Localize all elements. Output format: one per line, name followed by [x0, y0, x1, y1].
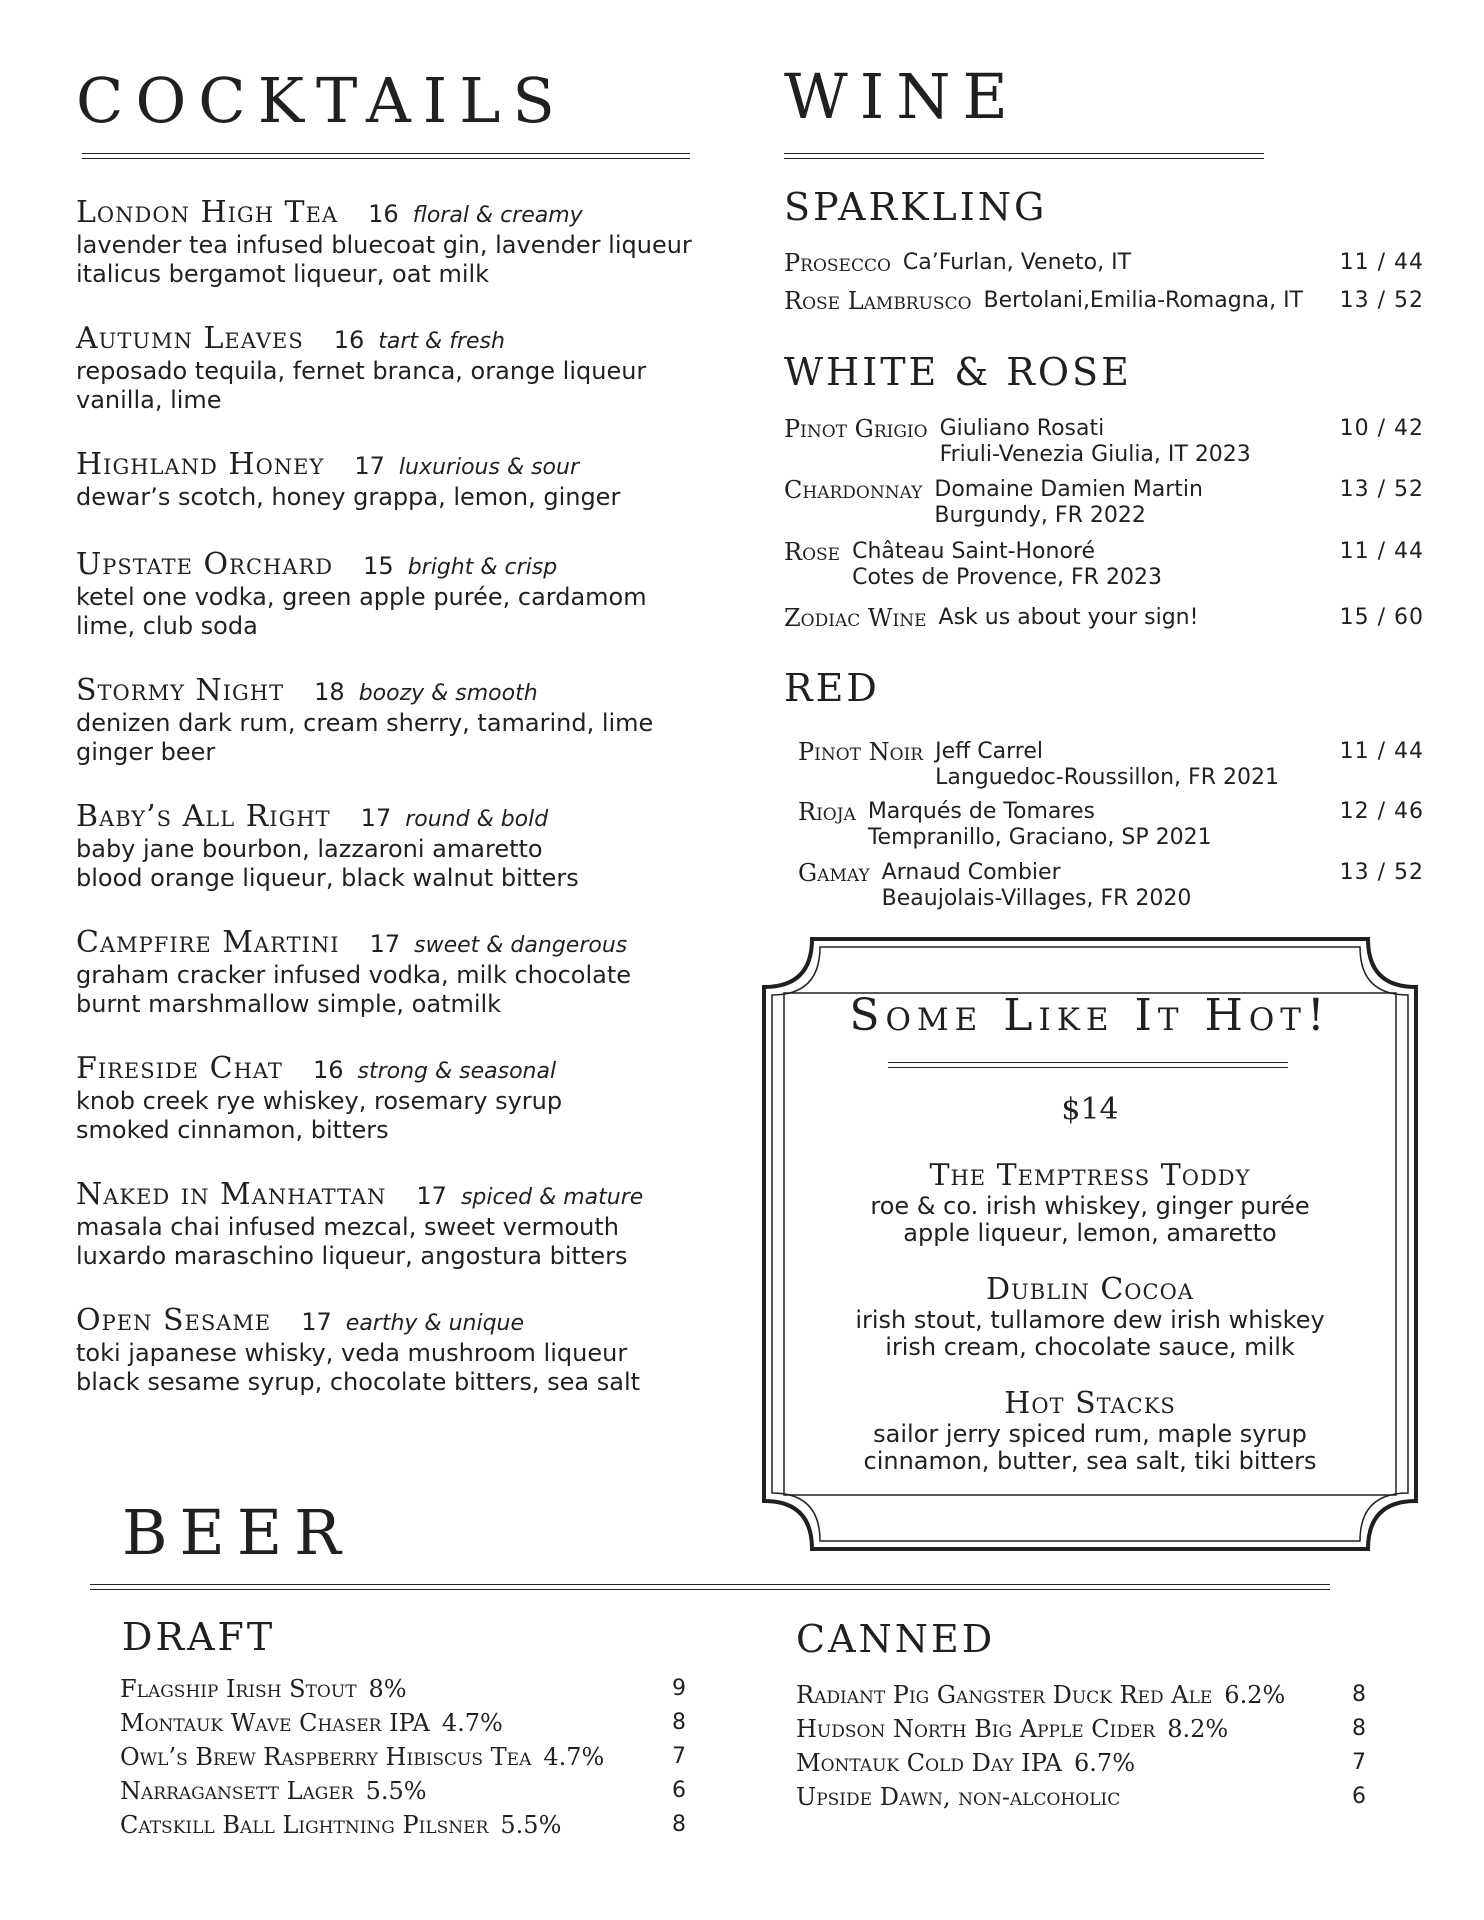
beer-name: Flagship Irish Stout: [120, 1675, 357, 1703]
cocktail-desc-line: masala chai infused mezcal, sweet vermouth: [76, 1213, 619, 1241]
cocktail-desc-line: black sesame syrup, chocolate bitters, sea salt: [76, 1368, 641, 1396]
beer-abv: 5.5%: [365, 1777, 427, 1805]
wine-region-line: Languedoc-Roussillon, FR 2021: [935, 765, 1279, 790]
beer-abv: 4.7%: [441, 1709, 503, 1737]
cocktail-item: [76, 447, 736, 511]
wine-name: Prosecco: [784, 249, 891, 277]
cocktail-price: 16: [312, 1056, 344, 1084]
wine-name: Chardonnay: [784, 476, 923, 504]
beer-item: [120, 1674, 407, 1704]
sparkling-title: SPARKLING: [784, 185, 1048, 229]
wine-producer: Ask us about your sign!: [938, 605, 1199, 630]
wine-item: [798, 739, 1424, 791]
cocktail-desc-line: smoked cinnamon, bitters: [76, 1116, 389, 1144]
cocktail-price: 17: [301, 1308, 332, 1336]
hot-item: [790, 1386, 1390, 1475]
wine-producer-line: Domaine Damien Martin: [934, 477, 1203, 502]
cocktail-price: 15: [363, 552, 394, 580]
beer-name: Upside Dawn, non-alcoholic: [796, 1783, 1121, 1811]
wine-item: [798, 799, 1424, 851]
cocktail-item: [76, 1051, 736, 1144]
wine-producer: [935, 739, 1279, 791]
cocktail-desc-line: burnt marshmallow simple, oatmilk: [76, 990, 502, 1018]
cocktail-note: earthy & unique: [345, 1311, 525, 1336]
wine-region-line: Tempranillo, Graciano, SP 2021: [867, 825, 1212, 850]
wine-producer-line: Jeff Carrel: [935, 739, 1043, 764]
cocktail-desc-line: graham cracker infused vodka, milk chocolate: [76, 961, 631, 989]
wine-item: [784, 539, 1424, 591]
hot-item: [790, 1158, 1390, 1247]
cocktail-item: [76, 799, 736, 892]
beer-price: 8: [1352, 1682, 1366, 1707]
wine-name: Rose Lambrusco: [784, 287, 972, 315]
cocktail-note: spiced & mature: [460, 1185, 644, 1210]
wine-producer-line: Arnaud Combier: [881, 860, 1061, 885]
canned-title: CANNED: [796, 1617, 996, 1661]
beer-item: [120, 1810, 561, 1840]
beer-item: [120, 1776, 427, 1806]
cocktail-price: 17: [369, 930, 401, 958]
wine-name: Rioja: [798, 798, 856, 826]
white-rose-title: WHITE & ROSE: [784, 350, 1132, 394]
cocktail-price: 17: [360, 804, 392, 832]
cocktail-price: 16: [333, 326, 365, 354]
cocktail-price: 16: [368, 200, 399, 228]
beer-price: 8: [1352, 1716, 1366, 1741]
cocktails-title: COCKTAILS: [76, 64, 567, 137]
cocktail-item: [76, 673, 736, 766]
hot-item-desc-line: cinnamon, butter, sea salt, tiki bitters: [863, 1447, 1317, 1475]
beer-abv: 8.2%: [1167, 1715, 1229, 1743]
cocktail-desc-line: luxardo maraschino liqueur, angostura bitters: [76, 1242, 628, 1270]
wine-producer: Ca’Furlan, Veneto, IT: [902, 250, 1132, 275]
cocktail-item: [76, 195, 736, 288]
wine-name: Pinot Grigio: [784, 415, 928, 443]
cocktail-name: Open Sesame: [76, 1303, 272, 1338]
cocktail-desc-line: vanilla, lime: [76, 386, 222, 414]
wine-item: [784, 416, 1424, 468]
wine-producer-line: Château Saint-Honoré: [852, 539, 1096, 564]
wine-title: WINE: [784, 60, 1020, 133]
hot-item-desc-line: roe & co. irish whiskey, ginger purée: [870, 1192, 1310, 1220]
wine-item: [784, 477, 1424, 529]
cocktail-price: 17: [354, 452, 385, 480]
wine-region-line: Burgundy, FR 2022: [934, 503, 1146, 528]
cocktail-desc-line: lavender tea infused bluecoat gin, lavender liqueur: [76, 231, 692, 259]
wine-item: [784, 250, 1424, 276]
wine-producer: [882, 860, 1192, 912]
cocktail-name: Autumn Leaves: [76, 321, 304, 356]
cocktail-desc-line: lime, club soda: [76, 612, 258, 640]
wine-price: 13 / 52: [1339, 288, 1424, 313]
wine-price: 12 / 46: [1339, 799, 1424, 824]
beer-name: Radiant Pig Gangster Duck Red Ale: [796, 1681, 1213, 1709]
cocktail-item: [76, 1303, 736, 1396]
cocktail-name: Naked in Manhattan: [76, 1177, 387, 1212]
wine-item: [784, 288, 1424, 314]
beer-name: Owl’s Brew Raspberry Hibiscus Tea: [120, 1743, 532, 1771]
cocktail-desc-line: italicus bergamot liqueur, oat milk: [76, 260, 490, 288]
wine-name: Pinot Noir: [798, 738, 924, 766]
beer-item: [796, 1680, 1285, 1710]
wine-price: 11 / 44: [1339, 539, 1424, 564]
wine-region-line: Friuli-Venezia Giulia, IT 2023: [939, 442, 1251, 467]
beer-item: [796, 1782, 1120, 1812]
hot-item-name: Hot Stacks: [1004, 1386, 1176, 1421]
wine-name: Zodiac Wine: [784, 604, 927, 632]
beer-price: 9: [672, 1676, 686, 1701]
hot-price: $14: [1061, 1092, 1119, 1127]
beer-item: [796, 1748, 1135, 1778]
cocktail-note: round & bold: [405, 807, 549, 832]
wine-producer: Bertolani,Emilia-Romagna, IT: [983, 288, 1303, 313]
draft-title: DRAFT: [122, 1615, 276, 1659]
wine-producer: [934, 477, 1203, 529]
beer-item: [120, 1708, 503, 1738]
beer-name: Catskill Ball Lightning Pilsner: [120, 1811, 489, 1839]
cocktail-name: Fireside Chat: [76, 1051, 283, 1086]
hot-item-desc-line: apple liqueur, lemon, amaretto: [903, 1219, 1277, 1247]
cocktail-price: 17: [416, 1182, 447, 1210]
beer-name: Montauk Wave Chaser IPA: [120, 1709, 430, 1737]
beer-price: 8: [672, 1710, 686, 1735]
wine-producer: [852, 539, 1162, 591]
cocktail-name: Baby’s All Right: [76, 799, 331, 834]
red-title: RED: [784, 666, 880, 710]
cocktail-desc-line: knob creek rye whiskey, rosemary syrup: [76, 1087, 563, 1115]
beer-abv: 4.7%: [543, 1743, 605, 1771]
beer-rule: [90, 1584, 1330, 1590]
cocktail-note: strong & seasonal: [357, 1059, 557, 1084]
beer-name: Montauk Cold Day IPA: [796, 1749, 1063, 1777]
cocktail-item: [76, 547, 736, 640]
wine-item: [784, 605, 1424, 631]
cocktail-note: tart & fresh: [378, 329, 505, 354]
beer-name: Narragansett Lager: [120, 1777, 354, 1805]
hot-item-desc-line: irish stout, tullamore dew irish whiskey: [855, 1306, 1325, 1334]
wine-name: Gamay: [798, 859, 870, 887]
wine-region-line: Beaujolais-Villages, FR 2020: [881, 886, 1192, 911]
wine-item: [798, 860, 1424, 912]
cocktail-desc-line: dewar’s scotch, honey grappa, lemon, ginger: [76, 483, 621, 511]
beer-abv: 5.5%: [500, 1811, 562, 1839]
cocktail-note: floral & creamy: [412, 203, 583, 228]
cocktail-name: Campfire Martini: [76, 925, 340, 960]
wine-name: Rose: [784, 538, 841, 566]
wine-producer-line: Marqués de Tomares: [867, 799, 1095, 824]
cocktail-note: boozy & smooth: [358, 681, 538, 706]
wine-price: 13 / 52: [1339, 860, 1424, 885]
beer-abv: 6.2%: [1224, 1681, 1286, 1709]
cocktail-desc-line: blood orange liqueur, black walnut bitters: [76, 864, 579, 892]
cocktail-name: Highland Honey: [76, 447, 325, 482]
hot-title: Some Like It Hot!: [849, 990, 1331, 1041]
cocktail-price: 18: [314, 678, 345, 706]
cocktail-desc-line: reposado tequila, fernet branca, orange liqueur: [76, 357, 647, 385]
beer-price: 6: [1352, 1784, 1366, 1809]
cocktail-desc-line: baby jane bourbon, lazzaroni amaretto: [76, 835, 543, 863]
cocktail-note: bright & crisp: [407, 555, 558, 580]
cocktail-desc-line: toki japanese whisky, veda mushroom liqueur: [76, 1339, 628, 1367]
wine-price: 11 / 44: [1339, 739, 1424, 764]
beer-item: [796, 1714, 1228, 1744]
hot-rule: [888, 1062, 1288, 1068]
beer-price: 6: [672, 1778, 686, 1803]
cocktail-item: [76, 321, 736, 414]
cocktail-item: [76, 1177, 736, 1270]
cocktail-note: sweet & dangerous: [414, 933, 628, 958]
cocktails-rule: [82, 153, 690, 159]
cocktail-name: London High Tea: [76, 195, 339, 230]
beer-name: Hudson North Big Apple Cider: [796, 1715, 1156, 1743]
cocktail-note: luxurious & sour: [398, 455, 579, 480]
cocktail-desc-line: denizen dark rum, cream sherry, tamarind, lime: [76, 709, 654, 737]
beer-price: 7: [1352, 1750, 1366, 1775]
cocktail-item: [76, 925, 736, 1018]
wine-price: 15 / 60: [1339, 605, 1424, 630]
cocktail-desc-line: ginger beer: [76, 738, 216, 766]
hot-item: [790, 1272, 1390, 1361]
wine-region-line: Cotes de Provence, FR 2023: [852, 565, 1162, 590]
beer-price: 7: [672, 1744, 686, 1769]
beer-price: 8: [672, 1812, 686, 1837]
hot-item-desc-line: irish cream, chocolate sauce, milk: [885, 1333, 1295, 1361]
wine-price: 13 / 52: [1339, 477, 1424, 502]
beer-abv: 6.7%: [1074, 1749, 1136, 1777]
hot-item-desc-line: sailor jerry spiced rum, maple syrup: [873, 1420, 1307, 1448]
cocktail-desc-line: ketel one vodka, green apple purée, cardamom: [76, 583, 647, 611]
cocktail-name: Upstate Orchard: [76, 547, 334, 582]
wine-price: 10 / 42: [1339, 416, 1424, 441]
wine-producer-line: Giuliano Rosati: [939, 416, 1105, 441]
wine-producer: [868, 799, 1212, 851]
wine-producer: [940, 416, 1251, 468]
beer-item: [120, 1742, 604, 1772]
hot-item-name: Dublin Cocoa: [986, 1272, 1194, 1307]
wine-rule: [784, 153, 1264, 159]
beer-abv: 8%: [368, 1675, 407, 1703]
beer-title: BEER: [122, 1496, 353, 1569]
hot-item-name: The Temptress Toddy: [929, 1158, 1251, 1193]
cocktail-name: Stormy Night: [76, 673, 285, 708]
wine-price: 11 / 44: [1339, 250, 1424, 275]
